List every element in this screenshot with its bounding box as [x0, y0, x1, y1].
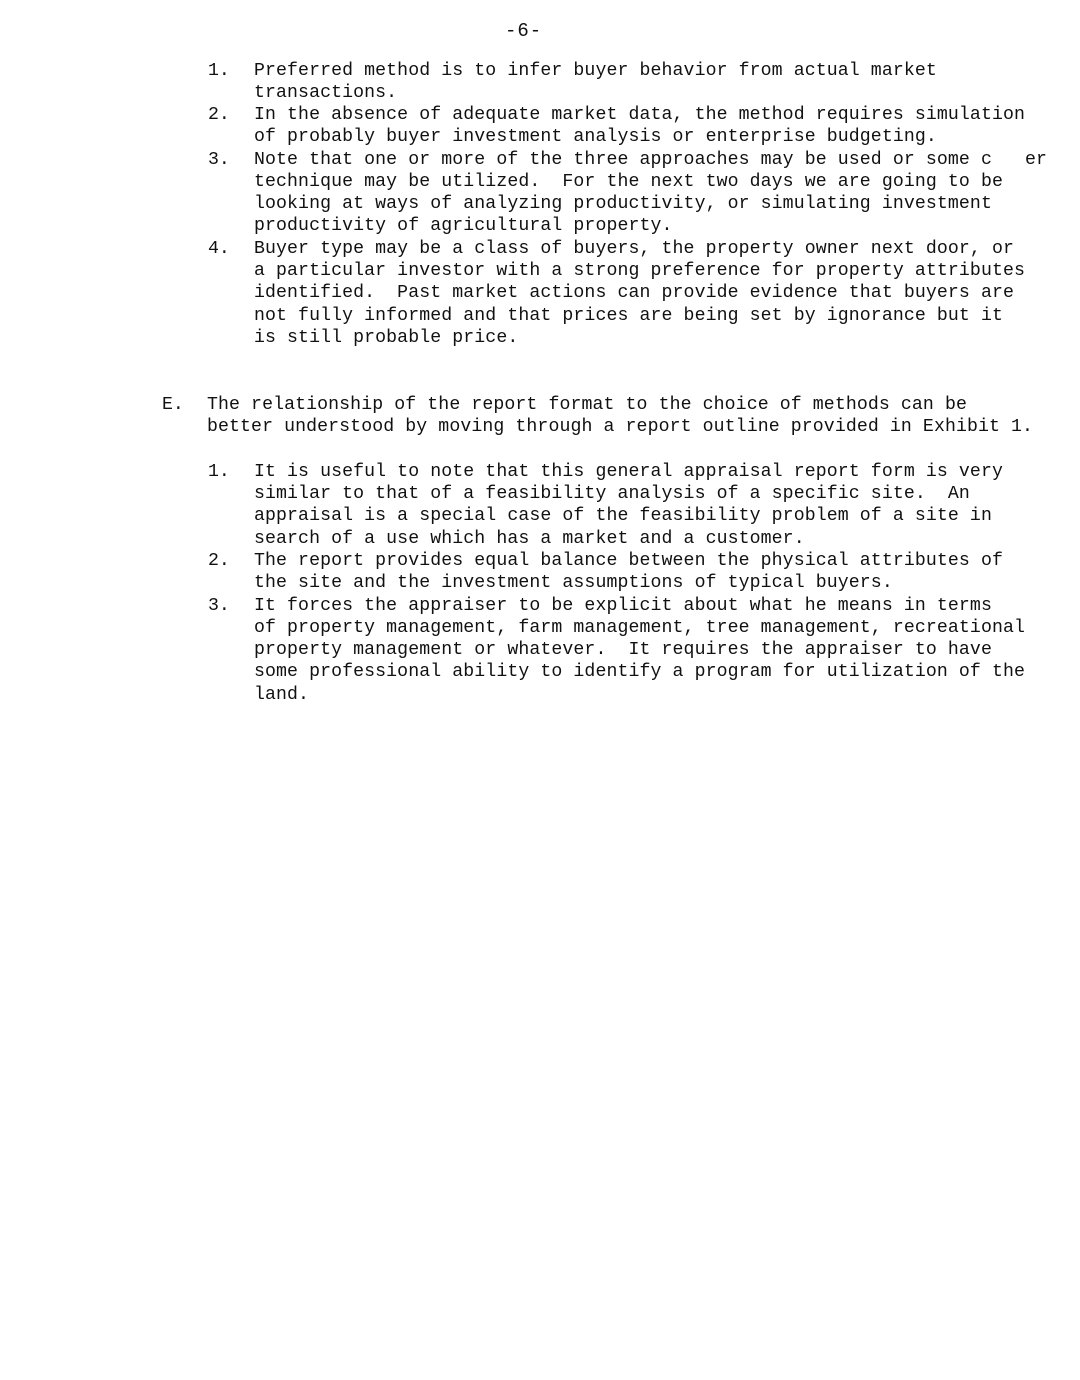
item-line: The report provides equal balance between the physical attributes of: [254, 551, 1003, 571]
item-line: appraisal is a special case of the feasibility problem of a site in: [254, 506, 992, 526]
item-number: 4.: [208, 239, 230, 259]
item-line: It forces the appraiser to be explicit about what he means in terms: [254, 596, 992, 616]
item-number: 2.: [208, 105, 230, 125]
item-line: of property management, farm management, tree management, recreational: [254, 618, 1025, 638]
item-line: some professional ability to identify a program for utilization of the: [254, 662, 1025, 682]
item-line: technique may be utilized. For the next two days we are going to be: [254, 172, 1003, 192]
item-line: search of a use which has a market and a customer.: [254, 529, 805, 549]
item-line: similar to that of a feasibility analysis of a specific site. An: [254, 484, 970, 504]
item-line: looking at ways of analyzing productivity, or simulating investment: [254, 194, 992, 214]
item-line: Note that one or more of the three approaches may be used or some c er: [254, 150, 1048, 170]
item-line: is still probable price.: [254, 328, 519, 348]
item-line: identified. Past market actions can provide evidence that buyers are: [254, 283, 1014, 303]
section-label: E.: [162, 395, 184, 415]
item-number: 1.: [208, 462, 230, 482]
item-line: the site and the investment assumptions of typical buyers.: [254, 573, 893, 593]
item-number: 2.: [208, 551, 230, 571]
item-line: productivity of agricultural property.: [254, 216, 673, 236]
section-line: better understood by moving through a report outline provided in Exhibit 1.: [207, 417, 1034, 437]
item-line: land.: [254, 685, 310, 705]
item-number: 1.: [208, 61, 230, 81]
item-number: 3.: [208, 596, 230, 616]
page-number: -6-: [505, 20, 543, 42]
item-line: Buyer type may be a class of buyers, the property owner next door, or: [254, 239, 1014, 259]
item-number: 3.: [208, 150, 230, 170]
item-line: property management or whatever. It requires the appraiser to have: [254, 640, 992, 660]
item-line: Preferred method is to infer buyer behavior from actual market: [254, 61, 937, 81]
item-line: It is useful to note that this general appraisal report form is very: [254, 462, 1003, 482]
item-line: a particular investor with a strong preference for property attributes: [254, 261, 1025, 281]
item-line: transactions.: [254, 83, 398, 103]
section-line: The relationship of the report format to the choice of methods can be: [207, 395, 967, 415]
item-line: not fully informed and that prices are being set by ignorance but it: [254, 306, 1003, 326]
item-line: of probably buyer investment analysis or enterprise budgeting.: [254, 127, 937, 147]
item-line: In the absence of adequate market data, the method requires simulation: [254, 105, 1025, 125]
